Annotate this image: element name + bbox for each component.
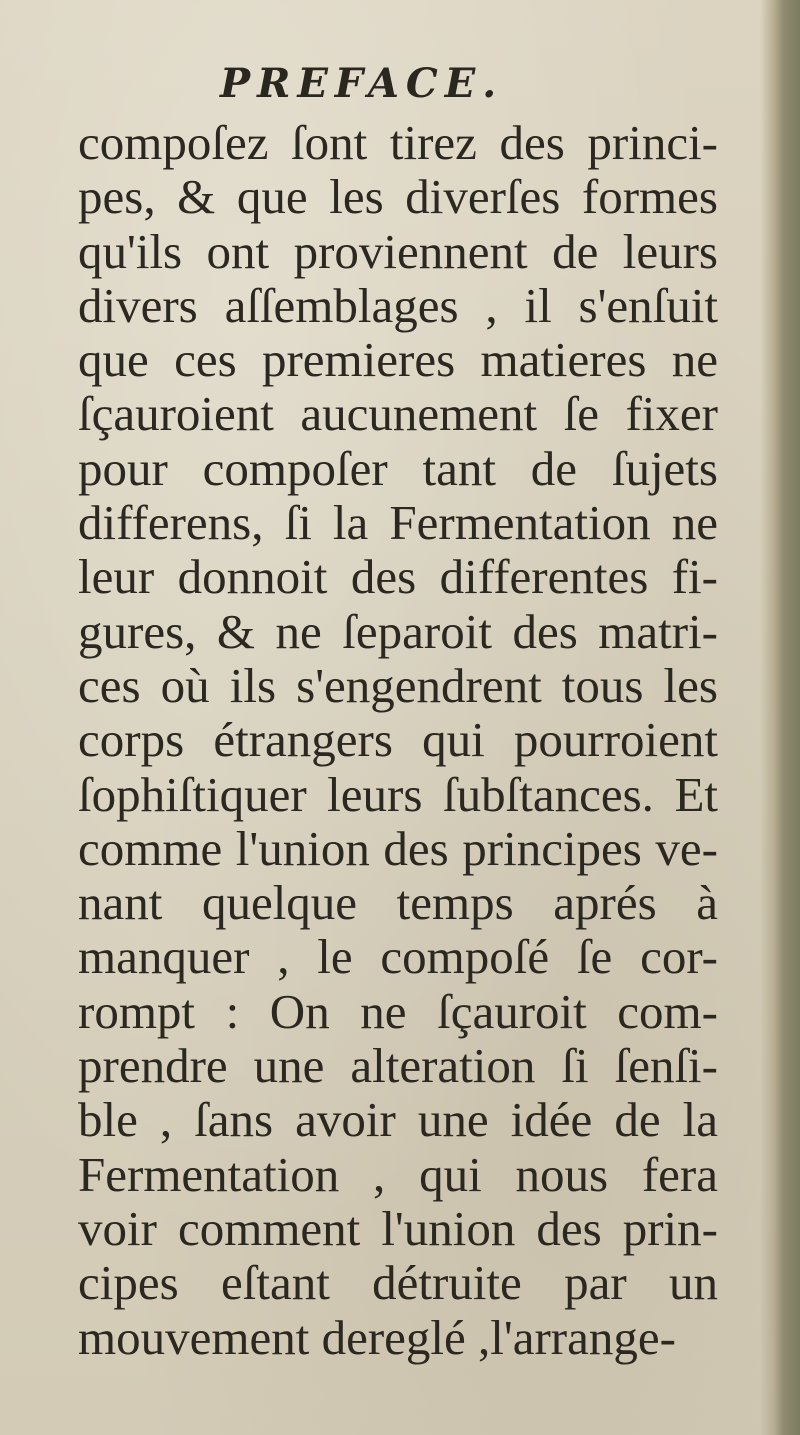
text-line: ble , ſans avoir une idée de la — [78, 1092, 718, 1148]
text-line: ſçauroient aucunement ſe fixer — [78, 386, 718, 442]
text-line: leur donnoit des differentes fi- — [78, 549, 718, 605]
body-text — [78, 116, 718, 1365]
text-line: cipes eſtant détruite par un — [78, 1255, 718, 1311]
text-line: pour compoſer tant de ſujets — [78, 440, 718, 496]
text-line: que ces premieres matieres ne — [78, 332, 718, 388]
text-line: differens, ſi la Fermentation ne — [78, 495, 718, 551]
text-line: corps étrangers qui pourroient — [78, 712, 718, 768]
text-line: nant quelque temps aprés à — [78, 875, 718, 931]
text-line: Fermentation , qui nous fera — [78, 1146, 718, 1202]
text-line: rompt : On ne ſçauroit com- — [78, 983, 718, 1039]
text-line: ces où ils s'engendrent tous les — [78, 657, 718, 713]
text-line: gures, & ne ſeparoit des matri- — [78, 603, 718, 659]
text-line: prendre une alteration ſi ſenſi- — [78, 1038, 718, 1094]
page-edge-shadow — [760, 0, 800, 1435]
text-line: qu'ils ont proviennent de leurs — [78, 223, 718, 279]
text-line: comme l'union des principes ve- — [78, 820, 718, 876]
text-line: compoſez ſont tirez des princi- — [78, 115, 718, 170]
text-line: voir comment l'union des prin- — [78, 1200, 718, 1256]
text-line: ſophiſtiquer leurs ſubſtances. Et — [78, 766, 718, 822]
text-line: pes, & que les diverſes formes — [78, 169, 718, 225]
text-line: manquer , le compoſé ſe cor- — [78, 929, 718, 985]
text-line: mouvement dereglé ,l'arrange- — [78, 1309, 676, 1365]
running-head: PREFACE. — [220, 60, 504, 107]
text-line: divers aſſemblages , il s'enſuit — [78, 277, 718, 333]
